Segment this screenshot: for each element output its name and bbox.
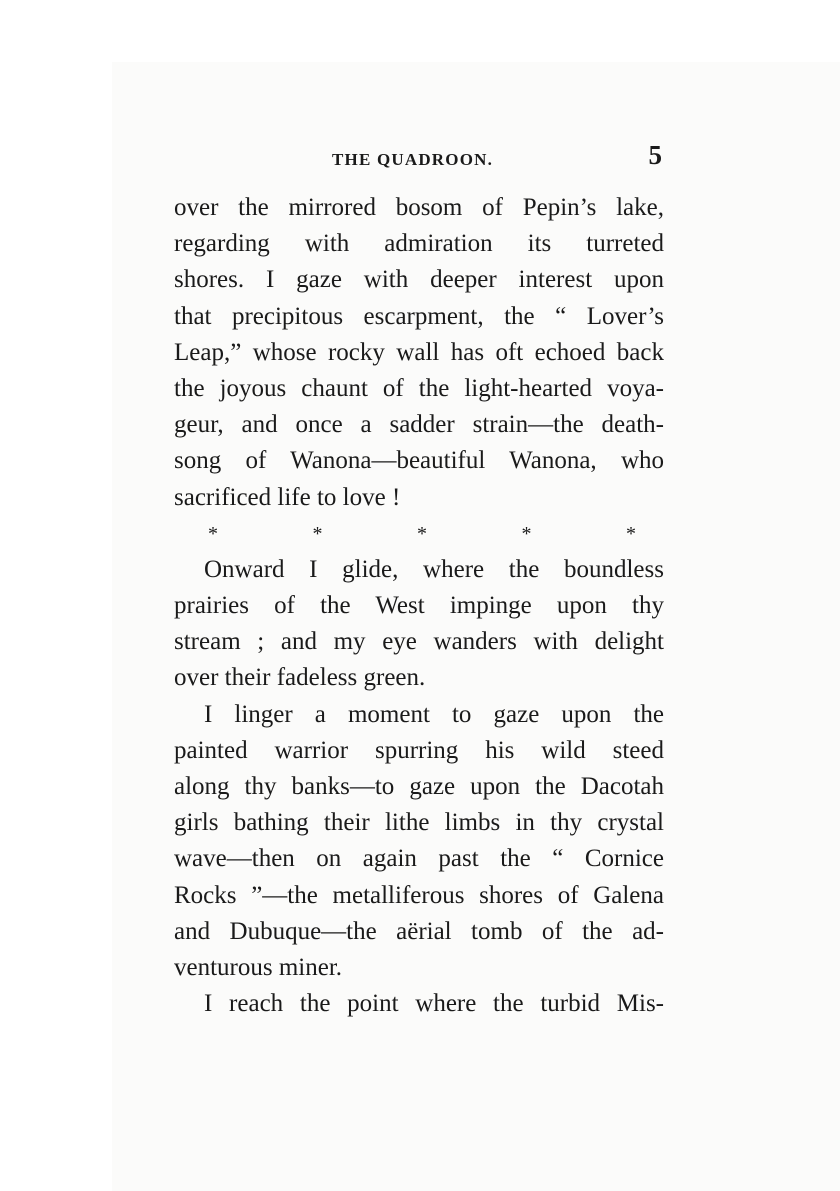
text-line: girls bathing their lithe limbs in thy crystal [174,809,664,837]
text-line: over the mirrored bosom of Pepin’s lake, [174,194,664,221]
text-line: along thy banks—to gaze upon the Dacotah [174,773,664,800]
text-line: Onward I glide, where the boundless [204,555,664,583]
text-line: the joyous chaunt of the light-hearted voya- [174,374,664,402]
text-line: prairies of the West impinge upon thy [174,592,664,620]
text-line: I reach the point where the turbid Mis- [204,990,664,1018]
asterisk: * [312,522,323,545]
text-line: Rocks ”—the metalliferous shores of Galena [174,881,664,909]
section-break [174,516,664,552]
body-text [174,190,664,1022]
text-line: painted warrior spurring his wild steed [174,736,664,764]
asterisk: * [417,522,427,545]
text-line: regarding with admiration its turreted [174,230,664,258]
text-line: geur, and once a sadder strain—the death- [174,411,664,439]
page-header [174,142,666,182]
text-line: over their fadeless green. [174,664,426,692]
page-number: 5 [648,140,662,170]
text-line: wave—then on again past the “ Cornice [174,845,664,873]
text-line: venturous miner. [174,953,343,981]
running-title: THE QUADROON. [332,150,494,169]
text-line: that precipitous escarpment, the “ Lover’s [174,302,664,330]
asterisk: * [521,522,532,545]
asterisk: * [208,522,218,545]
text-line: stream ; and my eye wanders with delight [174,628,664,656]
text-line: song of Wanona—beautiful Wanona, who [174,447,664,475]
asterisk: * [626,522,636,545]
text-line: and Dubuque—the aërial tomb of the ad- [174,917,664,945]
text-line: I linger a moment to gaze upon the [204,700,664,728]
text-line: Leap,” whose rocky wall has oft echoed back [174,338,664,366]
text-line: sacrificed life to love ! [174,483,401,511]
text-line: shores. I gaze with deeper interest upon [174,266,664,294]
